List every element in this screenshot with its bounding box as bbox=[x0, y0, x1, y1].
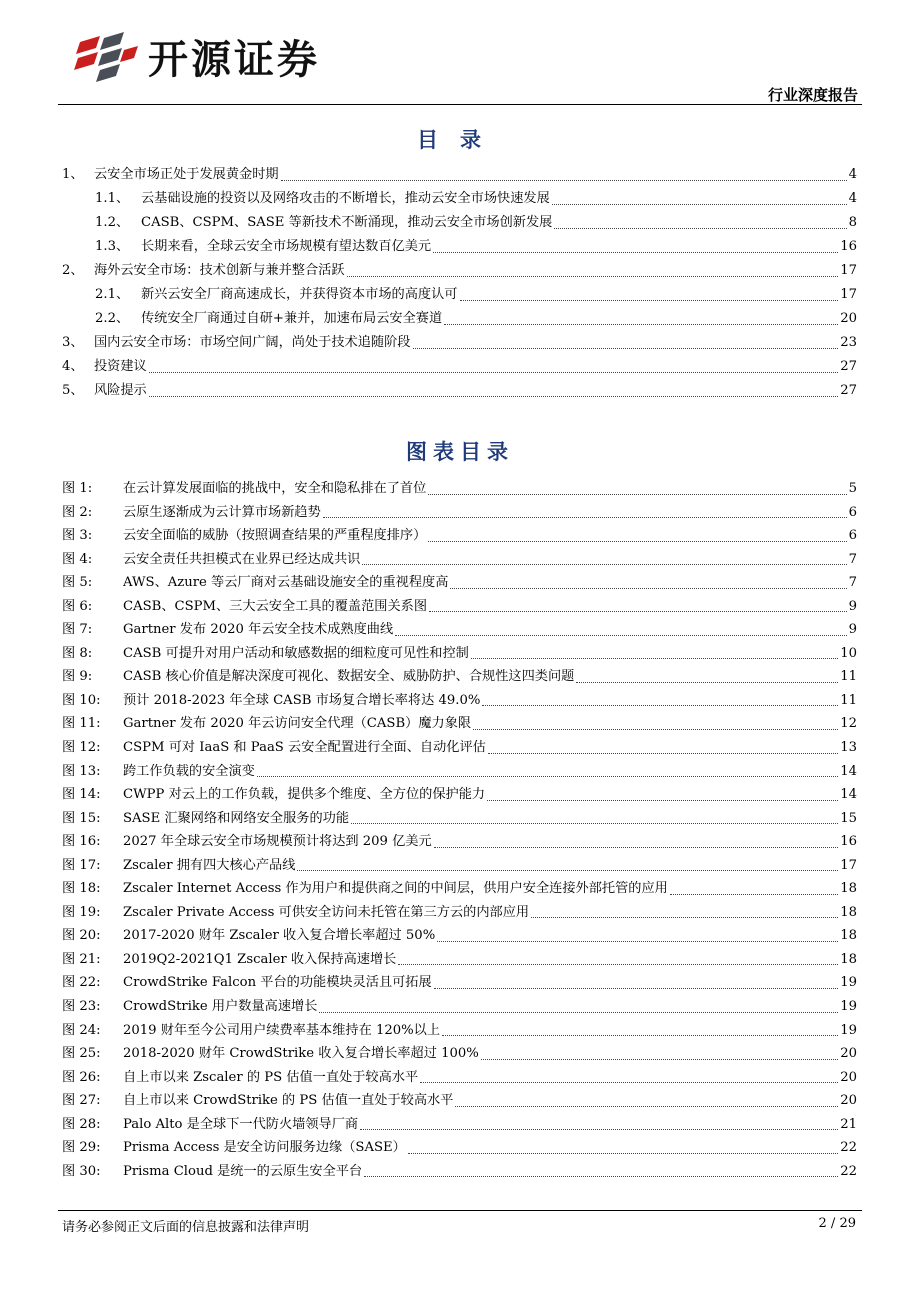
figure-title: CWPP 对云上的工作负载，提供多个维度、全方位的保护能力 bbox=[123, 787, 486, 803]
figure-title: Zscaler 拥有四大核心产品线 bbox=[123, 857, 296, 873]
figure-page: 13 bbox=[840, 740, 857, 756]
figure-entry[interactable] bbox=[62, 618, 857, 642]
figure-page: 19 bbox=[840, 999, 857, 1015]
dot-leader bbox=[347, 276, 839, 277]
toc-entry-number: 3、 bbox=[62, 335, 84, 350]
figure-number: 图 2: bbox=[62, 504, 93, 520]
logo-text: 开源证券 bbox=[148, 36, 320, 83]
toc-entry[interactable] bbox=[62, 259, 857, 283]
figure-entry[interactable] bbox=[62, 877, 857, 901]
figure-entry[interactable] bbox=[62, 595, 857, 619]
footer-divider bbox=[58, 1210, 862, 1211]
dot-leader bbox=[473, 729, 838, 730]
figure-page: 7 bbox=[848, 575, 857, 591]
figure-entry[interactable] bbox=[62, 924, 857, 948]
dot-leader bbox=[437, 941, 838, 942]
figure-page: 22 bbox=[840, 1140, 857, 1156]
figure-page: 14 bbox=[840, 787, 857, 803]
dot-leader bbox=[444, 324, 838, 325]
dot-leader bbox=[455, 1106, 838, 1107]
toc-entry-number: 2.2、 bbox=[95, 311, 130, 326]
figure-entry[interactable] bbox=[62, 1113, 857, 1137]
figure-page: 12 bbox=[840, 716, 857, 732]
toc-entry-page: 20 bbox=[840, 311, 857, 326]
figure-number: 图 19: bbox=[62, 904, 101, 920]
figure-title: Prisma Cloud 是统一的云原生安全平台 bbox=[123, 1163, 363, 1179]
toc-entry-title: 云基础设施的投资以及网络攻击的不断增长，推动云安全市场快速发展 bbox=[141, 191, 550, 206]
figure-entry[interactable] bbox=[62, 665, 857, 689]
figure-entry[interactable] bbox=[62, 830, 857, 854]
figure-entry[interactable] bbox=[62, 736, 857, 760]
toc-entry-number: 1.2、 bbox=[95, 215, 130, 230]
toc-entry[interactable] bbox=[62, 283, 857, 307]
dot-leader bbox=[433, 252, 838, 253]
toc-entry-page: 4 bbox=[848, 191, 857, 206]
figure-number: 图 18: bbox=[62, 881, 101, 897]
figure-entry[interactable] bbox=[62, 995, 857, 1019]
figure-number: 图 7: bbox=[62, 622, 93, 638]
dot-leader bbox=[488, 753, 838, 754]
figure-page: 10 bbox=[840, 645, 857, 661]
figure-entry[interactable] bbox=[62, 712, 857, 736]
figure-entry[interactable] bbox=[62, 524, 857, 548]
figure-title: 2019Q2-2021Q1 Zscaler 收入保持高速增长 bbox=[123, 951, 397, 967]
toc-entry[interactable] bbox=[62, 211, 857, 235]
figure-number: 图 27: bbox=[62, 1093, 101, 1109]
figure-title: 预计 2018-2023 年全球 CASB 市场复合增长率将达 49.0% bbox=[123, 692, 481, 708]
toc-entry-title: 传统安全厂商通过自研+兼并，加速布局云安全赛道 bbox=[141, 311, 443, 326]
dot-leader bbox=[429, 611, 847, 612]
figure-page: 18 bbox=[840, 928, 857, 944]
figure-entry[interactable] bbox=[62, 548, 857, 572]
figure-number: 图 25: bbox=[62, 1046, 101, 1062]
figure-number: 图 29: bbox=[62, 1140, 101, 1156]
figure-title: CrowdStrike 用户数量高速增长 bbox=[123, 999, 318, 1015]
toc-entry-number: 1.1、 bbox=[95, 191, 130, 206]
dot-leader bbox=[323, 517, 847, 518]
figure-number: 图 9: bbox=[62, 669, 93, 685]
dot-leader bbox=[257, 776, 838, 777]
figure-title: 云原生逐渐成为云计算市场新趋势 bbox=[123, 504, 321, 520]
dot-leader bbox=[481, 1059, 838, 1060]
figure-entry[interactable] bbox=[62, 1042, 857, 1066]
figure-number: 图 22: bbox=[62, 975, 101, 991]
dot-leader bbox=[482, 705, 838, 706]
figure-number: 图 13: bbox=[62, 763, 101, 779]
dot-leader bbox=[434, 847, 839, 848]
figure-page: 11 bbox=[840, 669, 857, 685]
figure-title: CASB 可提升对用户活动和敏感数据的细粒度可见性和控制 bbox=[123, 645, 469, 661]
toc-entry-number: 4、 bbox=[62, 359, 84, 374]
figure-title: SASE 汇聚网络和网络安全服务的功能 bbox=[123, 810, 350, 826]
figure-page: 20 bbox=[840, 1046, 857, 1062]
figure-page: 14 bbox=[840, 763, 857, 779]
toc-entry-number: 2.1、 bbox=[95, 287, 130, 302]
figure-title: 2017-2020 财年 Zscaler 收入复合增长率超过 50% bbox=[123, 928, 436, 944]
report-type-label: 行业深度报告 bbox=[767, 86, 858, 104]
figure-title: 2027 年全球云安全市场规模预计将达到 209 亿美元 bbox=[123, 834, 432, 850]
dot-leader bbox=[487, 800, 838, 801]
figure-entry[interactable] bbox=[62, 854, 857, 878]
figure-entry[interactable] bbox=[62, 642, 857, 666]
toc-entry-page: 17 bbox=[840, 287, 857, 302]
toc-entry-title: CASB、CSPM、SASE 等新技术不断涌现，推动云安全市场创新发展 bbox=[141, 215, 553, 230]
toc-entry-page: 4 bbox=[848, 167, 857, 182]
figure-entry[interactable] bbox=[62, 1019, 857, 1043]
figure-entry[interactable] bbox=[62, 477, 857, 501]
toc-entry-title: 新兴云安全厂商高速成长，并获得资本市场的高度认可 bbox=[141, 287, 458, 302]
figure-page: 20 bbox=[840, 1093, 857, 1109]
toc-entry-title: 投资建议 bbox=[94, 359, 147, 374]
toc-entry[interactable] bbox=[62, 355, 857, 379]
dot-leader bbox=[149, 372, 838, 373]
figure-page: 15 bbox=[840, 810, 857, 826]
table-of-contents bbox=[62, 163, 857, 403]
toc-entry[interactable] bbox=[62, 331, 857, 355]
figure-title: Gartner 发布 2020 年云访问安全代理（CASB）魔力象限 bbox=[123, 716, 472, 732]
figure-page: 18 bbox=[840, 951, 857, 967]
figure-title: Gartner 发布 2020 年云安全技术成熟度曲线 bbox=[123, 622, 394, 638]
figure-number: 图 23: bbox=[62, 999, 101, 1015]
figure-entry[interactable] bbox=[62, 571, 857, 595]
figure-title: 2018-2020 财年 CrowdStrike 收入复合增长率超过 100% bbox=[123, 1046, 479, 1062]
toc-title: 目录 bbox=[417, 128, 503, 152]
figure-number: 图 15: bbox=[62, 810, 101, 826]
figure-number: 图 10: bbox=[62, 692, 101, 708]
figure-title: 2019 财年至今公司用户续费率基本维持在 120%以上 bbox=[123, 1022, 441, 1038]
dot-leader bbox=[420, 1082, 838, 1083]
figure-page: 19 bbox=[840, 975, 857, 991]
figure-title: 跨工作负载的安全演变 bbox=[123, 763, 255, 779]
figure-title: CSPM 可对 IaaS 和 PaaS 云安全配置进行全面、自动化评估 bbox=[123, 740, 486, 756]
figure-number: 图 16: bbox=[62, 834, 101, 850]
figure-title: Prisma Access 是安全访问服务边缘（SASE） bbox=[123, 1140, 406, 1156]
figure-number: 图 6: bbox=[62, 598, 93, 614]
figure-entry[interactable] bbox=[62, 1089, 857, 1113]
dot-leader bbox=[428, 494, 846, 495]
figure-title: 自上市以来 Zscaler 的 PS 估值一直处于较高水平 bbox=[123, 1069, 419, 1085]
toc-entry-title: 长期来看，全球云安全市场规模有望达数百亿美元 bbox=[141, 239, 432, 254]
footer-disclaimer: 请务必参阅正文后面的信息披露和法律声明 bbox=[62, 1220, 310, 1235]
figure-entry[interactable] bbox=[62, 783, 857, 807]
figure-page: 5 bbox=[848, 481, 857, 496]
figure-title: 云安全面临的威胁（按照调查结果的严重程度排序） bbox=[123, 528, 427, 544]
dot-leader bbox=[408, 1153, 838, 1154]
toc-entry-page: 17 bbox=[840, 263, 857, 278]
figure-number: 图 21: bbox=[62, 951, 101, 967]
toc-entry-page: 27 bbox=[840, 359, 857, 374]
toc-entry-page: 27 bbox=[840, 383, 857, 398]
figure-number: 图 5: bbox=[62, 575, 93, 591]
figure-number: 图 24: bbox=[62, 1022, 101, 1038]
figure-number: 图 8: bbox=[62, 645, 93, 661]
figure-number: 图 11: bbox=[62, 716, 101, 732]
figure-list bbox=[62, 477, 857, 1183]
dot-leader bbox=[552, 204, 847, 205]
figure-page: 16 bbox=[840, 834, 857, 850]
dot-leader bbox=[442, 1035, 838, 1036]
dot-leader bbox=[149, 396, 838, 397]
figure-number: 图 17: bbox=[62, 857, 101, 873]
dot-leader bbox=[398, 964, 838, 965]
figure-entry[interactable] bbox=[62, 1066, 857, 1090]
figure-title: Zscaler Private Access 可供安全访问未托管在第三方云的内部应用 bbox=[123, 904, 530, 920]
figure-number: 图 14: bbox=[62, 787, 101, 803]
toc-entry-title: 国内云安全市场：市场空间广阔，尚处于技术追随阶段 bbox=[94, 335, 411, 350]
figure-entry[interactable] bbox=[62, 1136, 857, 1160]
figure-entry[interactable] bbox=[62, 501, 857, 525]
dot-leader bbox=[319, 1012, 838, 1013]
dot-leader bbox=[460, 300, 839, 301]
figure-title: 云安全责任共担模式在业界已经达成共识 bbox=[123, 551, 361, 567]
dot-leader bbox=[413, 348, 839, 349]
figure-number: 图 12: bbox=[62, 740, 101, 756]
figure-page: 22 bbox=[840, 1163, 857, 1179]
figure-page: 18 bbox=[840, 881, 857, 897]
toc-entry-page: 16 bbox=[840, 239, 857, 254]
dot-leader bbox=[554, 228, 846, 229]
figure-page: 6 bbox=[848, 504, 857, 520]
figure-number: 图 26: bbox=[62, 1069, 101, 1085]
figure-entry[interactable] bbox=[62, 1160, 857, 1184]
figure-entry[interactable] bbox=[62, 807, 857, 831]
toc-entry-page: 8 bbox=[848, 215, 857, 230]
figure-number: 图 3: bbox=[62, 528, 93, 544]
toc-entry-page: 23 bbox=[840, 335, 857, 350]
dot-leader bbox=[531, 917, 838, 918]
figure-title: 在云计算发展面临的挑战中，安全和隐私排在了首位 bbox=[123, 481, 427, 496]
toc-entry-number: 2、 bbox=[62, 263, 84, 278]
header-divider bbox=[58, 104, 862, 105]
figure-list-title: 图表目录 bbox=[406, 440, 514, 464]
toc-entry[interactable] bbox=[62, 379, 857, 403]
figure-number: 图 20: bbox=[62, 928, 101, 944]
toc-entry-number: 1、 bbox=[62, 167, 84, 182]
figure-page: 18 bbox=[840, 904, 857, 920]
toc-entry[interactable] bbox=[62, 163, 857, 187]
figure-title: 自上市以来 CrowdStrike 的 PS 估值一直处于较高水平 bbox=[123, 1093, 454, 1109]
toc-entry-title: 云安全市场正处于发展黄金时期 bbox=[94, 167, 279, 182]
figure-title: Palo Alto 是全球下一代防火墙领导厂商 bbox=[123, 1116, 359, 1132]
figure-number: 图 1: bbox=[62, 481, 93, 496]
figure-number: 图 30: bbox=[62, 1163, 101, 1179]
toc-entry[interactable] bbox=[62, 187, 857, 211]
figure-entry[interactable] bbox=[62, 971, 857, 995]
toc-entry[interactable] bbox=[62, 235, 857, 259]
figure-page: 9 bbox=[848, 622, 857, 638]
figure-page: 6 bbox=[848, 528, 857, 544]
dot-leader bbox=[670, 894, 838, 895]
figure-page: 21 bbox=[840, 1116, 857, 1132]
dot-leader bbox=[351, 823, 838, 824]
dot-leader bbox=[297, 870, 838, 871]
figure-entry[interactable] bbox=[62, 948, 857, 972]
figure-entry[interactable] bbox=[62, 760, 857, 784]
page-header bbox=[0, 0, 920, 110]
figure-page: 19 bbox=[840, 1022, 857, 1038]
toc-entry-number: 1.3、 bbox=[95, 239, 130, 254]
figure-entry[interactable] bbox=[62, 901, 857, 925]
figure-title: CASB、CSPM、三大云安全工具的覆盖范围关系图 bbox=[123, 598, 428, 614]
dot-leader bbox=[362, 564, 846, 565]
dot-leader bbox=[450, 588, 846, 589]
dot-leader bbox=[471, 658, 838, 659]
toc-entry[interactable] bbox=[62, 307, 857, 331]
figure-title: AWS、Azure 等云厂商对云基础设施安全的重视程度高 bbox=[123, 575, 449, 591]
figure-entry[interactable] bbox=[62, 689, 857, 713]
company-logo bbox=[74, 28, 374, 84]
dot-leader bbox=[576, 682, 838, 683]
figure-title: Zscaler Internet Access 作为用户和提供商之间的中间层，供用户安全连接外部托管的应用 bbox=[123, 881, 668, 897]
figure-number: 图 4: bbox=[62, 551, 93, 567]
figure-page: 7 bbox=[848, 551, 857, 567]
toc-entry-title: 海外云安全市场：技术创新与兼并整合活跃 bbox=[94, 263, 345, 278]
figure-page: 20 bbox=[840, 1069, 857, 1085]
dot-leader bbox=[395, 635, 846, 636]
figure-page: 9 bbox=[848, 598, 857, 614]
dot-leader bbox=[364, 1176, 838, 1177]
toc-entry-number: 5、 bbox=[62, 383, 84, 398]
figure-number: 图 28: bbox=[62, 1116, 101, 1132]
dot-leader bbox=[360, 1129, 838, 1130]
logo-mark-icon bbox=[74, 28, 140, 84]
page-number: 2 / 29 bbox=[818, 1216, 856, 1231]
toc-entry-title: 风险提示 bbox=[94, 383, 147, 398]
dot-leader bbox=[428, 541, 846, 542]
figure-title: CrowdStrike Falcon 平台的功能模块灵活且可拓展 bbox=[123, 975, 432, 991]
figure-page: 11 bbox=[840, 692, 857, 708]
dot-leader bbox=[281, 180, 847, 181]
figure-title: CASB 核心价值是解决深度可视化、数据安全、威胁防护、合规性这四类问题 bbox=[123, 669, 575, 685]
figure-page: 17 bbox=[840, 857, 857, 873]
dot-leader bbox=[434, 988, 839, 989]
